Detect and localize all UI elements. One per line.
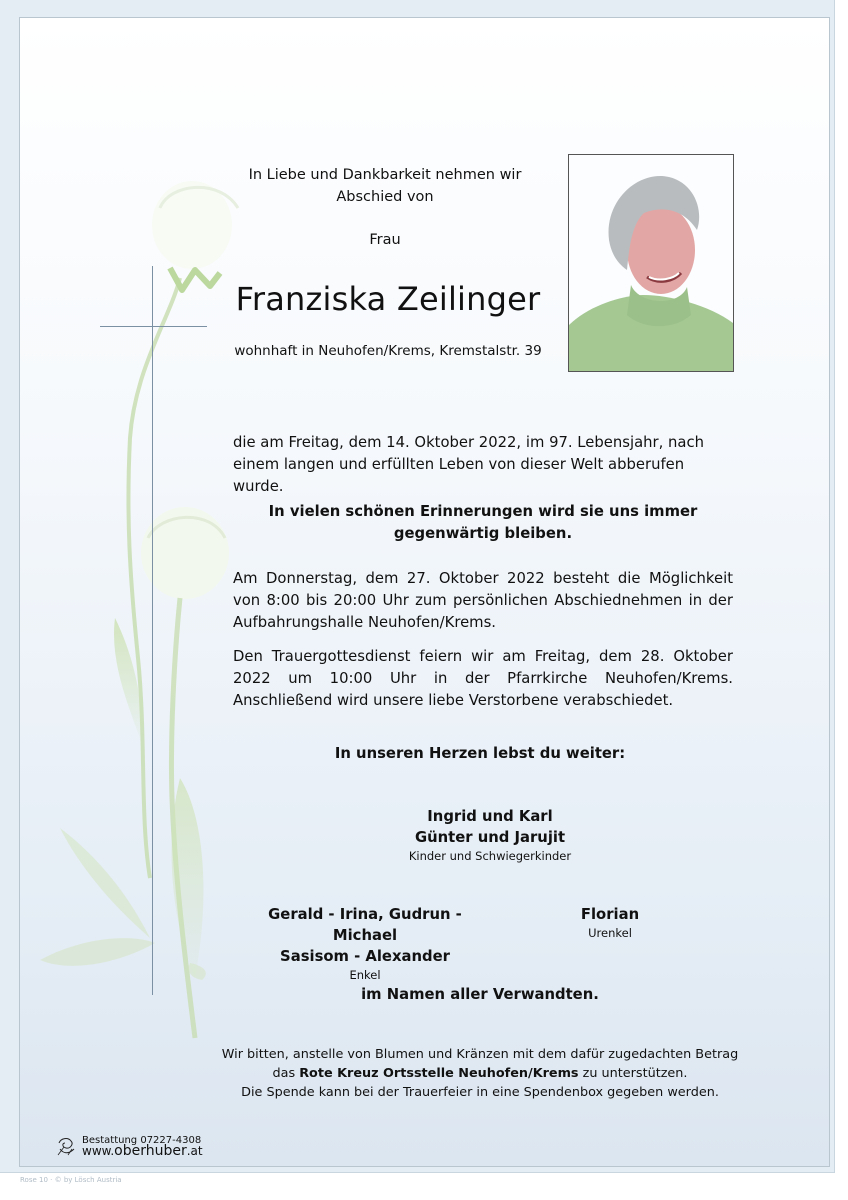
deceased-portrait-photo (568, 154, 734, 372)
funeral-service-paragraph: Den Trauergottesdienst feiern wir am Freitag, dem 28. Oktober 2022 um 10:00 Uhr in der Pfarrkirche Neuhofen/Krems. Anschließend wird unsere liebe Verstorbene verabschiedet. (233, 648, 733, 709)
undertaker-label: Bestattung (82, 1135, 138, 1146)
death-notice-paragraph: die am Freitag, dem 14. Oktober 2022, im 97. Lebensjahr, nach einem langen und erfüllten Leben von dieser Welt abberufen wurde. (233, 434, 704, 495)
relation-label: Urenkel (588, 926, 632, 940)
viewing-paragraph: Am Donnerstag, dem 27. Oktober 2022 besteht die Möglichkeit von 8:00 bis 20:00 Uhr zum persönlichen Abschiednehmen in der Aufbahrungshalle Neuhofen/Krems. (233, 570, 733, 631)
mourners-children (350, 806, 630, 864)
signoff-line: im Namen aller Verwandten. (361, 986, 599, 1003)
donation-text: zu unterstützen. (578, 1066, 688, 1081)
mourner-name: Ingrid und Karl (427, 808, 553, 825)
deceased-name: Franziska Zeilinger (235, 280, 541, 318)
donation-organization: Rote Kreuz Ortsstelle Neuhofen/Krems (299, 1066, 579, 1081)
portrait-illustration (569, 155, 733, 371)
heart-line: In unseren Herzen lebst du weiter: (334, 745, 626, 762)
donation-text: Die Spende kann bei der Trauerfeier in eine Spendenbox gegeben werden. (241, 1085, 719, 1100)
mourner-name: Florian (580, 906, 640, 923)
cross-horizontal-line (100, 326, 207, 327)
url-prefix: www. (82, 1144, 115, 1158)
template-copyright: Rose 10 · © by Lösch Austria (20, 1176, 122, 1184)
relation-label: Kinder und Schwiegerkinder (408, 849, 572, 863)
mourner-name: Gerald - Irina, Gudrun - Michael (268, 906, 462, 944)
salutation: Frau (369, 232, 401, 248)
url-suffix: .at (186, 1144, 203, 1158)
undertaker-logo-icon (56, 1135, 78, 1157)
relation-label: Enkel (349, 968, 381, 982)
intro-text: In Liebe und Dankbarkeit nehmen wir Abschied von (248, 167, 522, 205)
undertaker-phone: 07227-4308 (140, 1135, 202, 1146)
undertaker-website (82, 1143, 203, 1159)
mourners-great-grandchildren (560, 904, 660, 941)
mourner-name: Sasisom - Alexander (280, 948, 450, 965)
cross-vertical-line (152, 266, 153, 995)
undertaker-text (82, 1135, 203, 1157)
url-main: oberhuber (114, 1143, 187, 1159)
mourner-name: Günter und Jarujit (414, 829, 566, 846)
notice-panel (19, 17, 830, 1167)
undertaker-imprint (56, 1135, 203, 1157)
donation-text: Wir bitten, anstelle von Blumen und Kränzen mit dem dafür zugedachten Betrag das (221, 1047, 739, 1081)
deceased-address: wohnhaft in Neuhofen/Krems, Kremstalstr. 39 (234, 343, 542, 359)
mourners-grandchildren (235, 904, 495, 983)
donation-request (220, 1045, 740, 1102)
memorial-quote: In vielen schönen Erinnerungen wird sie uns immer gegenwärtig bleiben. (268, 503, 698, 542)
